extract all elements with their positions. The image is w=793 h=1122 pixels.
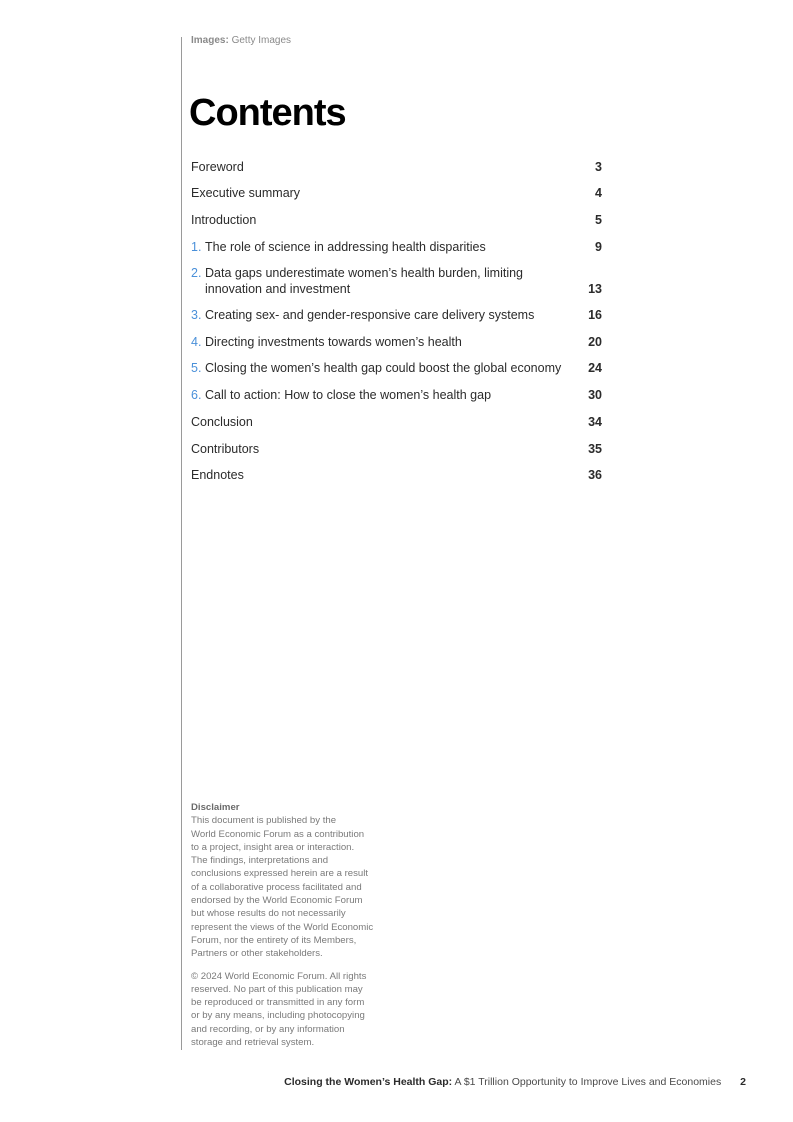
toc-entry[interactable] — [191, 441, 602, 457]
image-credit — [191, 35, 291, 46]
toc-entry-page: 30 — [588, 388, 602, 402]
toc-entry-label: Directing investments towards women’s health — [205, 335, 462, 349]
toc-entry-page: 3 — [595, 160, 602, 174]
disclaimer-line: The findings, interpretations and — [191, 855, 329, 867]
image-credit-label: Images: — [191, 35, 229, 46]
toc-entry-number: 1. — [191, 240, 202, 254]
disclaimer-line: of a collaborative process facilitated and — [191, 881, 362, 893]
toc-entry-label: Data gaps underestimate women’s health burden, limiting — [205, 266, 524, 280]
toc-entry-label: Call to action: How to close the women’s health gap — [205, 388, 492, 402]
disclaimer-line: endorsed by the World Economic Forum — [191, 895, 363, 907]
toc-entry-label: Creating sex- and gender-responsive care delivery systems — [205, 308, 535, 322]
toc-entry[interactable] — [191, 307, 602, 323]
disclaimer-line: represent the views of the World Economic — [191, 921, 374, 933]
margin-rule — [181, 37, 182, 1050]
toc-entry-label: Foreword — [191, 160, 244, 174]
toc-entry-page: 16 — [588, 308, 602, 322]
page-footer — [284, 1076, 746, 1088]
disclaimer-title: Disclaimer — [191, 802, 240, 813]
toc-entry-page: 36 — [588, 468, 602, 482]
toc-entry-page: 5 — [595, 213, 602, 227]
toc-entry-page: 24 — [588, 361, 602, 375]
disclaimer-line: or by any means, including photocopying — [191, 1010, 365, 1022]
toc-entry[interactable] — [191, 265, 602, 297]
toc-entry-page: 13 — [588, 282, 602, 296]
disclaimer — [191, 801, 391, 1049]
footer-subtitle: A $1 Trillion Opportunity to Improve Lives and Economies — [454, 1076, 722, 1088]
footer-title: Closing the Women’s Health Gap: — [284, 1076, 453, 1088]
disclaimer-line: © 2024 World Economic Forum. All rights — [191, 970, 367, 982]
toc-entry-number: 2. — [191, 266, 202, 280]
toc-entry[interactable] — [191, 239, 602, 255]
disclaimer-line: to a project, insight area or interaction. — [191, 841, 355, 853]
disclaimer-line: but whose results do not necessarily — [191, 908, 346, 920]
toc-entry-label: Introduction — [191, 213, 257, 227]
toc-entry[interactable] — [191, 360, 602, 376]
disclaimer-line: conclusions expressed herein are a result — [191, 868, 369, 880]
image-credit-value: Getty Images — [231, 35, 292, 46]
disclaimer-line: storage and retrieval system. — [191, 1037, 315, 1049]
toc-entry-label: Closing the women’s health gap could boost the global economy — [205, 361, 562, 375]
toc-entry-label: Conclusion — [191, 415, 253, 429]
toc-entry[interactable] — [191, 185, 602, 201]
disclaimer-line: Forum, nor the entirety of its Members, — [191, 934, 357, 946]
toc-entry-page: 4 — [595, 186, 602, 200]
disclaimer-line: Partners or other stakeholders. — [191, 948, 323, 960]
toc-entry-page: 35 — [588, 442, 602, 456]
toc-entry-page: 34 — [588, 415, 602, 429]
toc-entry-label: Executive summary — [191, 186, 301, 200]
page-number: 2 — [740, 1076, 746, 1088]
toc-entry-label: Contributors — [191, 442, 260, 456]
toc-entry-label: Endnotes — [191, 468, 244, 482]
disclaimer-line: reserved. No part of this publication may — [191, 983, 363, 995]
toc-entry-number: 6. — [191, 388, 202, 402]
toc-entry[interactable] — [191, 159, 602, 175]
toc-entry-page: 9 — [595, 240, 602, 254]
disclaimer-paragraph-1 — [191, 814, 391, 960]
disclaimer-line: and recording, or by any information — [191, 1023, 345, 1035]
disclaimer-line: This document is published by the — [191, 815, 337, 827]
toc-entry-number: 5. — [191, 361, 202, 375]
toc-entry-label-continued: innovation and investment — [205, 282, 351, 296]
toc-entry-number: 3. — [191, 308, 202, 322]
disclaimer-paragraph-2 — [191, 970, 391, 1050]
toc-entry-page: 20 — [588, 335, 602, 349]
toc-entry[interactable] — [191, 467, 602, 483]
toc-entry-label: The role of science in addressing health disparities — [205, 240, 486, 254]
disclaimer-line: World Economic Forum as a contribution — [191, 828, 365, 840]
toc-entry[interactable] — [191, 334, 602, 350]
page-title: Contents — [189, 92, 346, 134]
toc-entry[interactable] — [191, 212, 602, 228]
toc-entry[interactable] — [191, 414, 602, 430]
toc-entry-number: 4. — [191, 335, 202, 349]
disclaimer-line: be reproduced or transmitted in any form — [191, 997, 365, 1009]
toc-entry[interactable] — [191, 387, 602, 403]
